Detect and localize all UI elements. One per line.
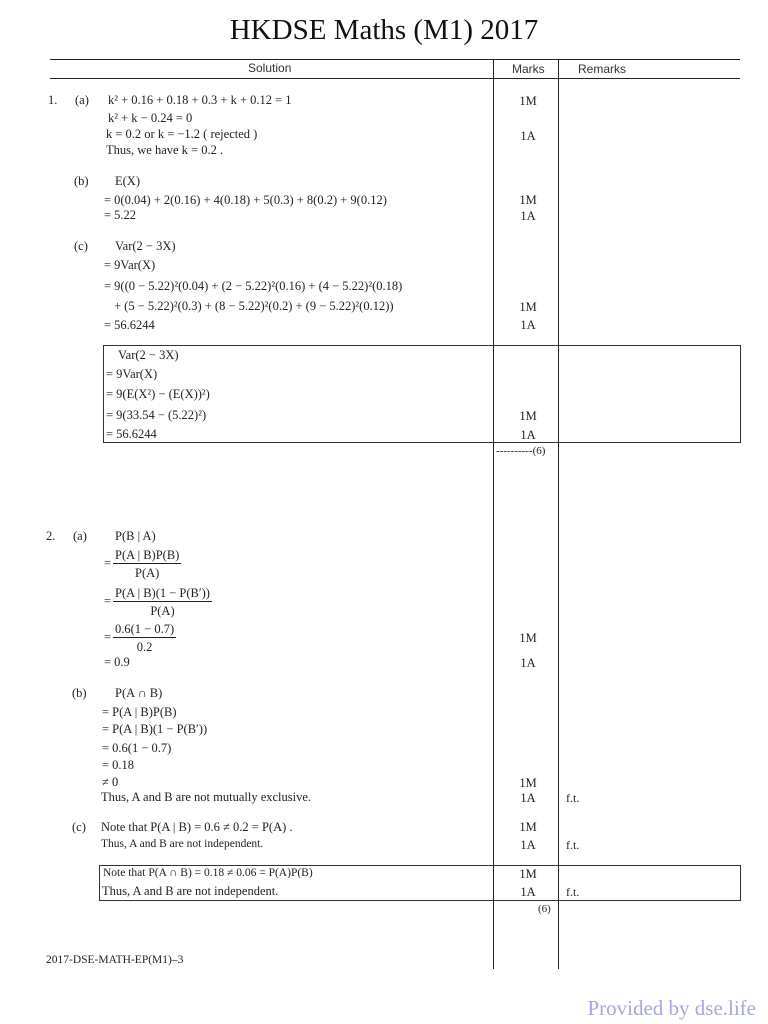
- q2a-frac1-denominator: P(A): [135, 566, 160, 580]
- q2a-mark1: 1M: [519, 631, 537, 645]
- q1-alt-line4: = 9(33.54 − (5.22)²): [106, 408, 207, 422]
- q2a-frac3-denominator: 0.2: [136, 640, 153, 654]
- q1c-mark2: 1A: [520, 318, 536, 332]
- q2b-line4: = 0.6(1 − 0.7): [102, 741, 172, 755]
- marks-right-rule: [558, 59, 559, 969]
- q1-alt-line2: = 9Var(X): [106, 367, 158, 381]
- q2a-frac3-numerator: 0.6(1 − 0.7): [115, 622, 175, 636]
- q1b-line3: = 5.22: [104, 208, 137, 222]
- q1-total-marks: ----------(6): [496, 445, 546, 457]
- q2c-remark: f.t.: [566, 838, 580, 852]
- q1c-mark1: 1M: [519, 300, 537, 314]
- q2c-line2: Thus, A and B are not independent.: [101, 838, 264, 850]
- q1c-label: (c): [74, 239, 88, 253]
- q1c-line3: = 9((0 − 5.22)²(0.04) + (2 − 5.22)²(0.16) + (4 − 5.22)²(0.18): [104, 279, 403, 293]
- q2b-line3: = P(A | B)(1 − P(B′)): [102, 722, 208, 736]
- q2a-line1: P(B | A): [115, 529, 156, 543]
- q2b-line2: = P(A | B)P(B): [102, 705, 177, 719]
- q2c-label: (c): [72, 820, 86, 834]
- q2c-mark1: 1M: [519, 820, 537, 834]
- q1b-line2: = 0(0.04) + 2(0.16) + 4(0.18) + 5(0.3) + 8(0.2) + 9(0.12): [104, 193, 387, 207]
- q1-alt-line1: Var(2 − 3X): [118, 348, 179, 362]
- q1a-label: (a): [75, 93, 89, 107]
- remarks-header: Remarks: [578, 62, 627, 76]
- q2b-label: (b): [72, 686, 87, 700]
- q1c-line5: = 56.6244: [104, 318, 155, 332]
- marks-header: Marks: [512, 62, 545, 76]
- credit-watermark: Provided by dse.life: [587, 996, 756, 1020]
- q1a-line3: k = 0.2 or k = −1.2 ( rejected ): [106, 127, 258, 141]
- q2-alt-mark2: 1A: [520, 885, 536, 899]
- q1a-line2: k² + k − 0.24 = 0: [108, 111, 193, 125]
- q2-alt-remark: f.t.: [566, 885, 580, 899]
- q1a-mark2: 1A: [520, 129, 536, 143]
- q1a-line4: Thus, we have k = 0.2 .: [106, 143, 224, 157]
- q2a-frac2-denominator: P(A): [150, 604, 175, 618]
- q2b-mark1: 1M: [519, 776, 537, 790]
- header-bottom-rule: [50, 78, 740, 79]
- q2a-fraction2: [113, 586, 212, 619]
- solution-header: Solution: [248, 61, 292, 75]
- page-footer: 2017-DSE-MATH-EP(M1)–3: [46, 954, 184, 966]
- q1b-label: (b): [74, 174, 89, 188]
- q2-alt-line1: Note that P(A ∩ B) = 0.18 ≠ 0.06 = P(A)P(B): [103, 867, 313, 878]
- q2a-eq1: =: [104, 556, 112, 570]
- q1c-line2: = 9Var(X): [104, 258, 156, 272]
- header-top-rule: [50, 59, 740, 60]
- q2a-eq2: =: [104, 594, 112, 608]
- q2c-mark2: 1A: [520, 838, 536, 852]
- q1-alt-line5: = 56.6244: [106, 427, 157, 441]
- q2b-line1: P(A ∩ B): [115, 686, 163, 700]
- q2a-frac2-numerator: P(A | B)(1 − P(B′)): [115, 586, 210, 600]
- q2-number: 2.: [46, 529, 56, 543]
- q1b-mark1: 1M: [519, 193, 537, 207]
- q2a-label: (a): [73, 529, 87, 543]
- q2b-mark2: 1A: [520, 791, 536, 805]
- q1a-mark1: 1M: [519, 94, 537, 108]
- q2b-remark: f.t.: [566, 791, 580, 805]
- q2b-line7: Thus, A and B are not mutually exclusive.: [101, 790, 312, 804]
- q1a-line1: k² + 0.16 + 0.18 + 0.3 + k + 0.12 = 1: [108, 93, 292, 107]
- q2a-fraction1: [113, 548, 181, 581]
- q2c-line1: Note that P(A | B) = 0.6 ≠ 0.2 = P(A) .: [101, 820, 293, 834]
- q1b-line1: E(X): [115, 174, 140, 188]
- page-title: HKDSE Maths (M1) 2017: [229, 14, 539, 46]
- q2a-fraction3: [113, 622, 176, 655]
- q2a-frac1-numerator: P(A | B)P(B): [115, 548, 180, 562]
- q1c-line4: + (5 − 5.22)²(0.3) + (8 − 5.22)²(0.2) + (9 − 5.22)²(0.12)): [114, 299, 394, 313]
- q2a-line5: = 0.9: [104, 655, 130, 669]
- q1-alt-mark2: 1A: [520, 428, 536, 442]
- q1-number: 1.: [48, 93, 58, 107]
- q2-total-marks: (6): [538, 903, 551, 915]
- q1c-line1: Var(2 − 3X): [115, 239, 176, 253]
- q1-alt-line3: = 9(E(X²) − (E(X))²): [106, 387, 210, 401]
- q2-alt-mark1: 1M: [519, 867, 537, 881]
- marks-left-rule: [493, 59, 494, 969]
- q2b-line5: = 0.18: [102, 758, 135, 772]
- q1-alt-mark1: 1M: [519, 409, 537, 423]
- q2a-eq3: =: [104, 630, 112, 644]
- q2b-line6: ≠ 0: [102, 775, 119, 789]
- q1b-mark2: 1A: [520, 209, 536, 223]
- q2a-mark2: 1A: [520, 656, 536, 670]
- q2-alt-line2: Thus, A and B are not independent.: [102, 884, 279, 898]
